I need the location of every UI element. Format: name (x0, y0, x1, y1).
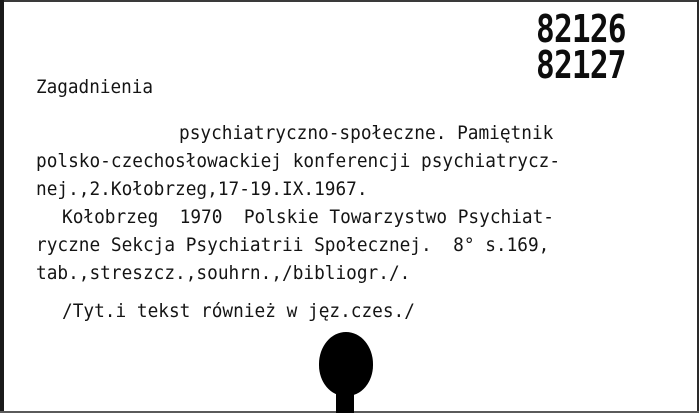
card-heading: Zagadnienia (36, 76, 154, 98)
punch-hole (319, 332, 373, 396)
body-line-5: ryczne Sekcja Psychiatrii Społecznej. 8° s.169, (36, 234, 550, 256)
catalog-number-first: 82126 (536, 7, 626, 51)
catalog-number-second: 82127 (536, 43, 626, 87)
card-top-edge (0, 0, 699, 2)
body-line-4: Kołobrzeg 1970 Polskie Towarzystwo Psychiat- (62, 206, 554, 228)
body-line-1: psychiatryczno-społeczne. Pamiętnik (179, 122, 554, 144)
card-left-edge (0, 0, 4, 413)
body-line-6: tab.,streszcz.,souhrn.,/bibliogr./. (36, 262, 411, 284)
punch-hole-notch (336, 388, 354, 413)
body-line-note: /Tyt.i tekst również w jęz.czes./ (62, 300, 415, 322)
body-line-2: polsko-czechosłowackiej konferencji psychiatrycz- (36, 150, 561, 172)
body-line-3: nej.,2.Kołobrzeg,17-19.IX.1967. (36, 178, 368, 200)
